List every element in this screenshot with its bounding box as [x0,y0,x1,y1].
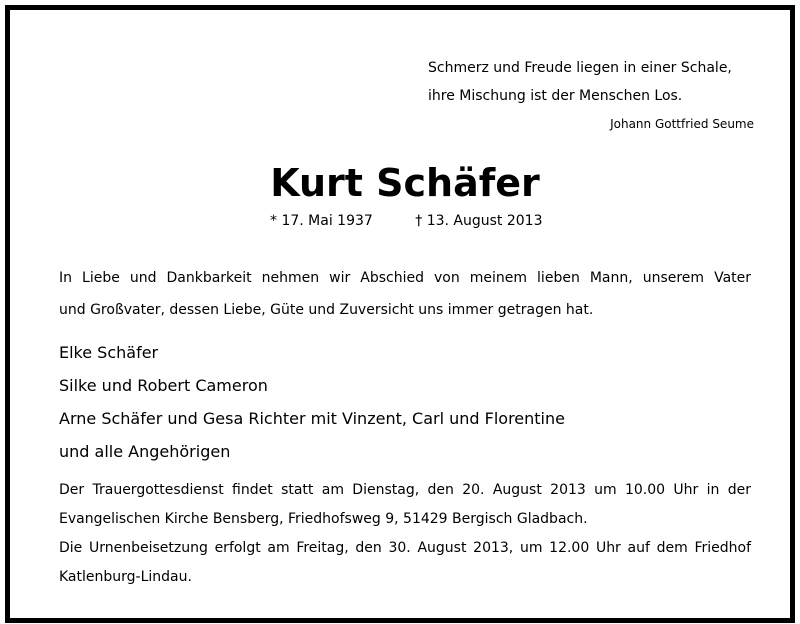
quote-line: Schmerz und Freude liegen in einer Schale, [428,60,732,76]
farewell-line: und Großvater, dessen Liebe, Güte und Zuversicht uns immer getragen hat. [59,302,594,318]
death-date: † 13. August 2013 [415,213,543,229]
mourners-list [59,336,759,468]
epigraph-quote [428,54,758,110]
farewell-text [59,262,751,326]
quote-line: ihre Mischung ist der Menschen Los. [428,88,683,104]
quote-author: Johann Gottfried Seume [610,117,754,131]
service-info [59,476,751,592]
mourner-entry: und alle Angehörigen [59,442,231,461]
service-line: Katlenburg-Lindau. [59,569,192,585]
service-line: Evangelischen Kirche Bensberg, Friedhofsweg 9, 51429 Bergisch Gladbach. [59,511,588,527]
obituary-frame [5,5,795,623]
life-dates [270,210,543,232]
farewell-line: In Liebe und Dankbarkeit nehmen wir Abschied von meinem lieben Mann, unserem Vater [59,270,751,286]
mourner-entry: Arne Schäfer und Gesa Richter mit Vinzent, Carl und Florentine [59,409,565,428]
mourner-entry: Elke Schäfer [59,343,159,362]
service-line: Der Trauergottesdienst findet statt am Dienstag, den 20. August 2013 um 10.00 Uhr in der [59,482,751,498]
birth-date: * 17. Mai 1937 [270,213,373,229]
mourner-entry: Silke und Robert Cameron [59,376,268,395]
deceased-name: Kurt Schäfer [270,161,540,205]
service-line: Die Urnenbeisetzung erfolgt am Freitag, den 30. August 2013, um 12.00 Uhr auf dem Friedhof [59,540,751,556]
